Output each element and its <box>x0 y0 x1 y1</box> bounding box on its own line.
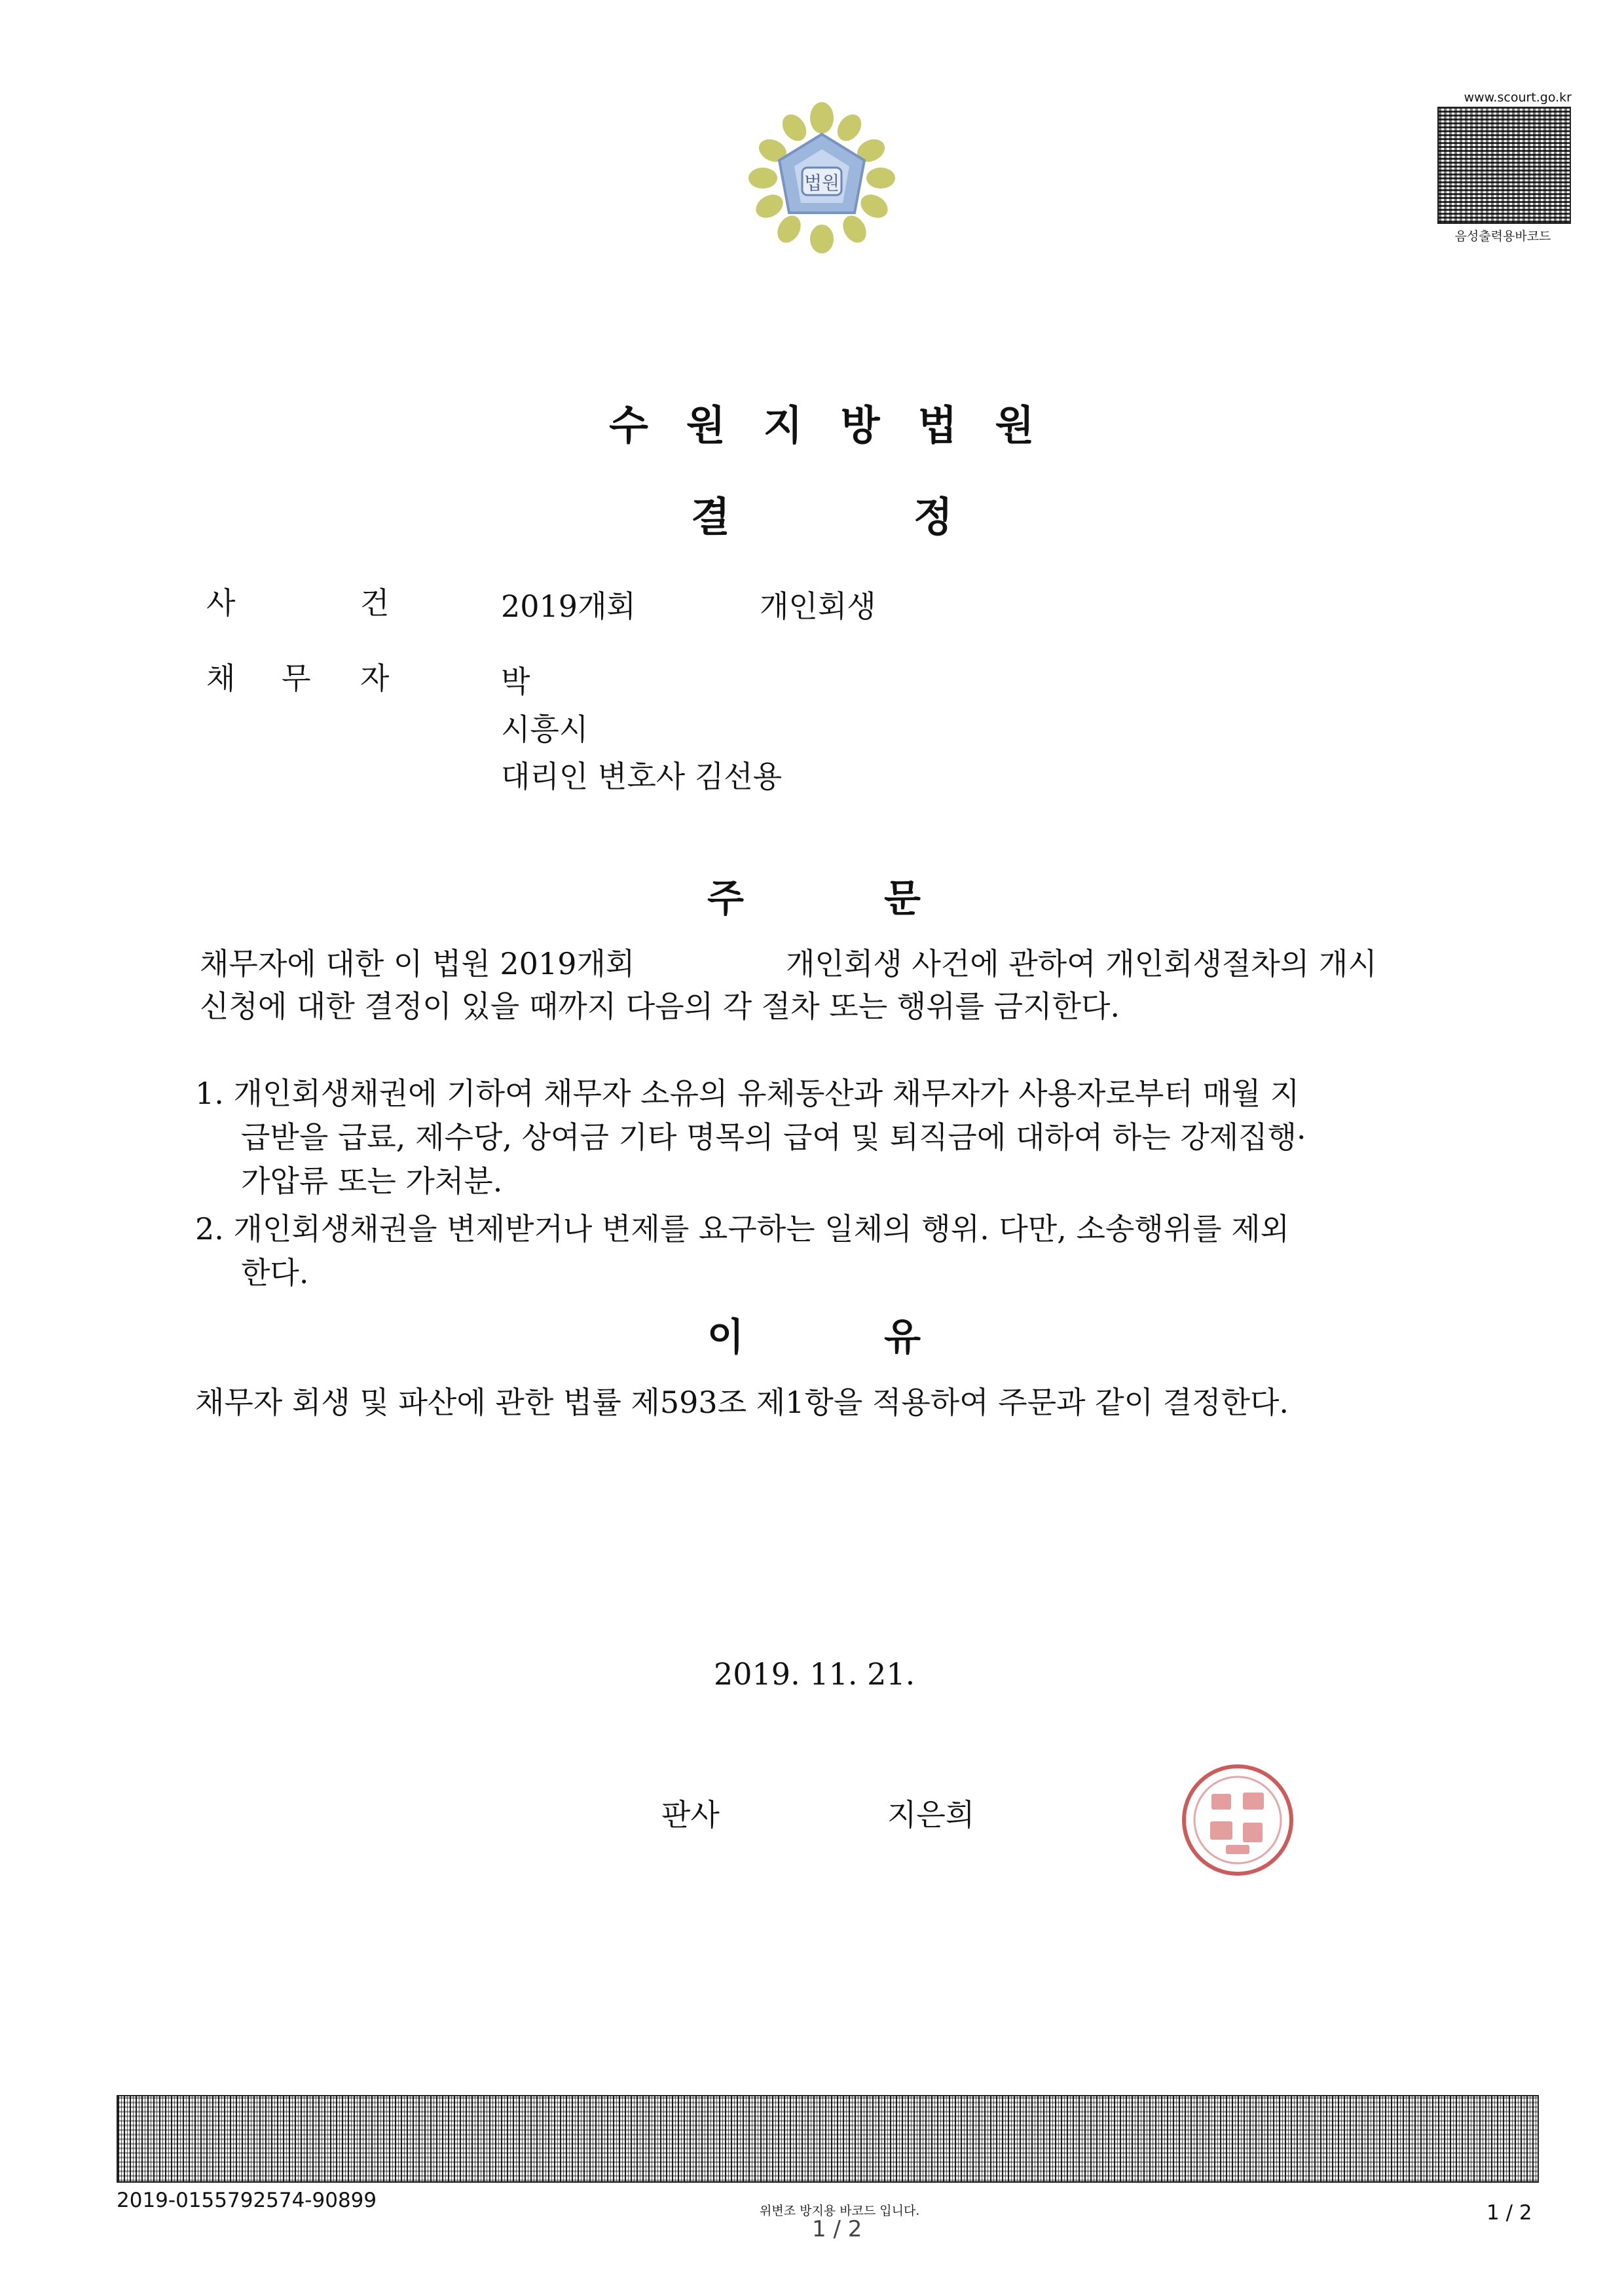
order-heading-right: 문 <box>884 876 921 920</box>
label-debtor-1: 채 <box>206 661 236 696</box>
court-emblem-logo <box>737 98 907 255</box>
anti-forgery-barcode <box>117 2095 1539 2183</box>
official-seal-stamp <box>1179 1761 1297 1879</box>
order-item-1-line-1: 1. 개인회생채권에 기하여 채무자 소유의 유체동산과 채무자가 사용자로부터 매월 지 <box>195 1076 1300 1111</box>
label-case-1: 사 <box>206 585 236 621</box>
order-item-1-line-3: 가압류 또는 가처분. <box>241 1163 503 1199</box>
reason-heading-right: 유 <box>884 1315 921 1359</box>
label-debtor-2: 무 <box>282 661 311 696</box>
qr-url: www.scourt.go.kr <box>1464 90 1572 105</box>
page-number-center: 1 / 2 <box>812 2216 862 2242</box>
debtor-agent: 대리인 변호사 김선용 <box>501 759 783 794</box>
case-number: 2019개회 <box>501 589 636 624</box>
emblem-text: 법원 <box>803 172 840 194</box>
order-item-2-line-2: 한다. <box>241 1255 309 1290</box>
doc-title-left: 결 <box>691 493 730 541</box>
order-intro-1b: 개인회생 사건에 관하여 개인회생절차의 개시 <box>786 946 1377 981</box>
judge-title: 판사 <box>661 1797 720 1832</box>
barcode-note: 위변조 방지용 바코드 입니다. <box>760 2204 920 2218</box>
court-name: 수원지방법원 <box>609 401 1073 449</box>
label-case-2: 건 <box>360 585 390 621</box>
order-heading-left: 주 <box>707 876 745 920</box>
reason-heading-left: 이 <box>707 1315 745 1359</box>
order-intro-1a: 채무자에 대한 이 법원 2019개회 <box>200 946 635 981</box>
reason-text: 채무자 회생 및 파산에 관한 법률 제593조 제1항을 적용하여 주문과 같이 결정한다. <box>195 1385 1289 1420</box>
debtor-address: 시흥시 <box>501 712 589 747</box>
decision-date: 2019. 11. 21. <box>714 1656 915 1692</box>
debtor-name: 박 <box>501 664 530 699</box>
page-number-right: 1 / 2 <box>1486 2201 1532 2225</box>
order-intro-2: 신청에 대한 결정이 있을 때까지 다음의 각 절차 또는 행위를 금지한다. <box>200 989 1120 1024</box>
document-number: 2019-0155792574-90899 <box>117 2189 377 2212</box>
order-item-1-line-2: 급받을 급료, 제수당, 상여금 기타 명목의 급여 및 퇴직금에 대하여 하는 강제집행· <box>241 1120 1306 1155</box>
qr-caption: 음성출력용바코드 <box>1454 229 1551 244</box>
case-type: 개인회생 <box>760 589 876 624</box>
judge-name: 지은희 <box>887 1797 975 1832</box>
order-item-2-line-1: 2. 개인회생채권을 변제받거나 변제를 요구하는 일체의 행위. 다만, 소송행위를 제외 <box>195 1211 1290 1247</box>
doc-title-right: 정 <box>913 493 953 541</box>
qr-code <box>1437 107 1571 224</box>
label-debtor-3: 자 <box>360 661 390 696</box>
